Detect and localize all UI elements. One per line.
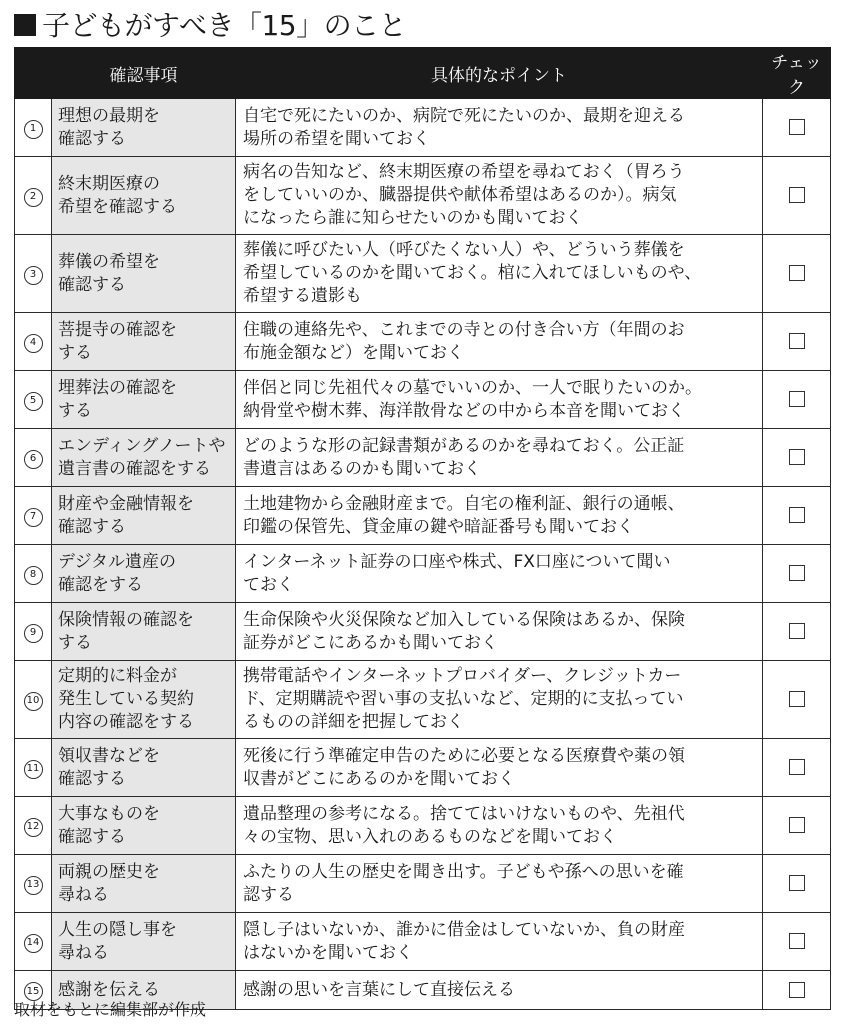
- specific-point: [236, 429, 763, 487]
- row-number-label: 10: [24, 692, 43, 711]
- row-number: [15, 603, 52, 661]
- check-cell: [763, 487, 831, 545]
- check-cell: [763, 313, 831, 371]
- specific-point: [236, 971, 763, 1010]
- row-number-label: 4: [24, 334, 43, 353]
- check-item: [52, 99, 236, 157]
- row-number: [15, 99, 52, 157]
- check-item: [52, 429, 236, 487]
- checkbox[interactable]: [789, 265, 805, 281]
- specific-point-line: ふたりの人生の歴史を聞き出す。子どもや孫への思いを確: [243, 861, 684, 882]
- check-item-line: 尋ねる: [58, 884, 109, 905]
- check-item-line: 尋ねる: [58, 942, 109, 963]
- check-item-line: 終末期医療の: [58, 173, 160, 194]
- specific-point-line: るものの詳細を把握しておく: [243, 712, 464, 732]
- row-number-label: 12: [24, 818, 43, 837]
- check-cell: [763, 429, 831, 487]
- specific-point-line: 葬儀に呼びたい人（呼びたくない人）や、どういう葬儀を: [243, 240, 685, 260]
- check-item: [52, 157, 236, 235]
- check-item-line: 確認する: [58, 274, 126, 295]
- check-item: [52, 313, 236, 371]
- check-cell: [763, 157, 831, 235]
- checkbox[interactable]: [789, 691, 805, 707]
- table-row: [15, 157, 831, 235]
- check-item: [52, 739, 236, 797]
- check-item: [52, 603, 236, 661]
- row-number-label: 11: [24, 760, 43, 779]
- source-note: 取材をもとに編集部が作成: [14, 1000, 207, 1019]
- row-number-label: 9: [24, 624, 43, 643]
- check-item-line: 確認する: [58, 826, 126, 847]
- checkbox[interactable]: [789, 623, 805, 639]
- checkbox[interactable]: [789, 875, 805, 891]
- check-item-line: 埋葬法の確認を: [58, 377, 177, 398]
- check-item-line: 財産や金融情報を: [58, 493, 194, 514]
- table-row: [15, 313, 831, 371]
- page-title: [14, 4, 406, 44]
- check-cell: [763, 661, 831, 739]
- checkbox[interactable]: [789, 187, 805, 203]
- header-check: チェック: [763, 48, 831, 99]
- specific-point-line: 感謝の思いを言葉にして直接伝える: [243, 979, 515, 1000]
- check-item-line: 両親の歴史を: [58, 861, 160, 882]
- check-cell: [763, 603, 831, 661]
- specific-point-line: をしていいのか、臓器提供や献体希望はあるのか）。病気: [243, 185, 677, 205]
- specific-point-line: はないかを聞いておく: [243, 942, 413, 963]
- title-text: 子どもがすべき「15」のこと: [42, 9, 407, 42]
- row-number: [15, 157, 52, 235]
- check-item-line: 領収書などを: [58, 745, 160, 766]
- row-number: [15, 235, 52, 313]
- check-item-line: 菩提寺の確認を: [58, 319, 177, 340]
- table-row: [15, 603, 831, 661]
- check-item-line: 確認をする: [58, 574, 143, 595]
- checkbox[interactable]: [789, 565, 805, 581]
- check-item: [52, 855, 236, 913]
- specific-point-line: 病名の告知など、終末期医療の希望を尋ねておく（胃ろう: [243, 162, 685, 182]
- specific-point-line: 隠し子はいないか、誰かに借金はしていないか、負の財産: [243, 919, 685, 940]
- check-cell: [763, 235, 831, 313]
- checkbox[interactable]: [789, 982, 805, 998]
- specific-point: [236, 797, 763, 855]
- header-point: 具体的なポイント: [236, 48, 763, 99]
- specific-point-line: 印鑑の保管先、貸金庫の鍵や暗証番号も聞いておく: [243, 516, 634, 537]
- specific-point: [236, 545, 763, 603]
- specific-point-line: 場所の希望を聞いておく: [243, 128, 430, 149]
- check-item-line: 確認する: [58, 768, 126, 789]
- header-item: 確認事項: [52, 48, 236, 99]
- specific-point-line: 死後に行う準確定申告のために必要となる医療費や薬の領: [243, 745, 685, 766]
- table-row: [15, 429, 831, 487]
- check-item-line: 内容の確認をする: [58, 712, 194, 732]
- specific-point: [236, 487, 763, 545]
- table-row: [15, 855, 831, 913]
- specific-point-line: 布施金額など）を聞いておく: [243, 342, 464, 363]
- check-item-line: 保険情報の確認を: [58, 609, 194, 630]
- check-item: [52, 487, 236, 545]
- check-item-line: 遺言書の確認をする: [58, 458, 211, 479]
- row-number: [15, 313, 52, 371]
- row-number: [15, 855, 52, 913]
- table-row: [15, 235, 831, 313]
- specific-point: [236, 99, 763, 157]
- check-item-line: 大事なものを: [58, 803, 160, 824]
- check-item-line: する: [58, 400, 92, 421]
- specific-point-line: 土地建物から金融財産まで。自宅の権利証、銀行の通帳、: [243, 493, 685, 514]
- specific-point: [236, 313, 763, 371]
- check-item: [52, 797, 236, 855]
- check-cell: [763, 739, 831, 797]
- row-number-label: 14: [24, 934, 43, 953]
- check-item-line: 希望を確認する: [58, 196, 177, 217]
- checkbox[interactable]: [789, 759, 805, 775]
- table-row: [15, 99, 831, 157]
- table-header-row: [15, 48, 831, 99]
- specific-point: [236, 913, 763, 971]
- check-cell: [763, 855, 831, 913]
- row-number: [15, 429, 52, 487]
- specific-point-line: 証券がどこにあるかも聞いておく: [243, 632, 498, 653]
- check-cell: [763, 545, 831, 603]
- check-cell: [763, 971, 831, 1010]
- row-number-label: 3: [24, 266, 43, 285]
- check-cell: [763, 99, 831, 157]
- specific-point: [236, 371, 763, 429]
- check-cell: [763, 371, 831, 429]
- check-cell: [763, 797, 831, 855]
- check-item-line: 感謝を伝える: [58, 979, 160, 1000]
- check-item: [52, 913, 236, 971]
- row-number: [15, 797, 52, 855]
- table-row: [15, 661, 831, 739]
- specific-point: [236, 661, 763, 739]
- row-number: [15, 545, 52, 603]
- checkbox[interactable]: [789, 119, 805, 135]
- table-row: [15, 545, 831, 603]
- row-number: [15, 371, 52, 429]
- specific-point-line: ておく: [243, 574, 294, 595]
- check-item-line: 確認する: [58, 516, 126, 537]
- check-item: [52, 545, 236, 603]
- specific-point-line: 認する: [243, 884, 294, 905]
- specific-point: [236, 855, 763, 913]
- check-item: [52, 371, 236, 429]
- table-row: [15, 797, 831, 855]
- check-item-line: する: [58, 632, 92, 653]
- table-row: [15, 487, 831, 545]
- specific-point-line: 携帯電話やインターネットプロバイダー、クレジットカー: [243, 666, 682, 686]
- checkbox[interactable]: [789, 817, 805, 833]
- check-item-line: 人生の隠し事を: [58, 919, 177, 940]
- checkbox[interactable]: [789, 507, 805, 523]
- specific-point: [236, 739, 763, 797]
- checkbox[interactable]: [789, 449, 805, 465]
- check-item: [52, 235, 236, 313]
- row-number-label: 8: [24, 566, 43, 585]
- check-item-line: 葬儀の希望を: [58, 251, 160, 272]
- specific-point-line: 住職の連絡先や、これまでの寺との付き合い方（年間のお: [243, 319, 685, 340]
- specific-point-line: 希望しているのかを聞いておく。棺に入れてほしいものや、: [243, 263, 702, 283]
- check-item-line: 定期的に料金が: [58, 666, 177, 686]
- row-number-label: 5: [24, 392, 43, 411]
- specific-point-line: どのような形の記録書類があるのかを尋ねておく。公正証: [243, 435, 685, 456]
- table-row: [15, 739, 831, 797]
- specific-point: [236, 235, 763, 313]
- specific-point-line: 書遺言はあるのかも聞いておく: [243, 458, 481, 479]
- specific-point-line: 遺品整理の参考になる。捨ててはいけないものや、先祖代: [243, 803, 685, 824]
- check-item-line: 理想の最期を: [58, 105, 160, 126]
- header-number: [15, 48, 52, 99]
- check-item-line: デジタル遺産の: [58, 551, 176, 572]
- row-number-label: 2: [24, 188, 43, 207]
- specific-point-line: 々の宝物、思い入れのあるものなどを聞いておく: [243, 826, 617, 847]
- table-row: [15, 913, 831, 971]
- table-row: [15, 371, 831, 429]
- specific-point: [236, 157, 763, 235]
- check-cell: [763, 913, 831, 971]
- specific-point-line: 納骨堂や樹木葬、海洋散骨などの中から本音を聞いておく: [243, 400, 685, 421]
- check-item: [52, 661, 236, 739]
- specific-point-line: 収書がどこにあるのかを聞いておく: [243, 768, 515, 789]
- check-item-line: 確認する: [58, 128, 126, 149]
- specific-point: [236, 603, 763, 661]
- specific-point-line: になったら誰に知らせたいのかも聞いておく: [243, 208, 583, 228]
- row-number-label: 6: [24, 450, 43, 469]
- checklist-table: [14, 47, 831, 1010]
- row-number: [15, 661, 52, 739]
- check-item-line: エンディングノートや: [58, 435, 226, 456]
- row-number-label: 1: [24, 120, 43, 139]
- checkbox[interactable]: [789, 933, 805, 949]
- check-item-line: する: [58, 342, 92, 363]
- row-number-label: 13: [24, 876, 43, 895]
- checkbox[interactable]: [789, 391, 805, 407]
- title-square-icon: [14, 14, 36, 36]
- row-number: [15, 739, 52, 797]
- specific-point-line: ド、定期購読や習い事の支払いなど、定期的に支払ってい: [243, 689, 684, 709]
- check-item-line: 発生している契約: [58, 689, 194, 709]
- row-number: [15, 487, 52, 545]
- row-number-label: 15: [24, 982, 43, 1001]
- specific-point-line: 生命保険や火災保険など加入している保険はあるか、保険: [243, 609, 685, 630]
- checkbox[interactable]: [789, 333, 805, 349]
- specific-point-line: 希望する遺影も: [243, 286, 362, 306]
- specific-point-line: 自宅で死にたいのか、病院で死にたいのか、最期を迎える: [243, 105, 685, 126]
- specific-point-line: 伴侶と同じ先祖代々の墓でいいのか、一人で眠りたいのか。: [243, 377, 702, 398]
- specific-point-line: インターネット証券の口座や株式、FX口座について聞い: [243, 551, 671, 572]
- row-number: [15, 913, 52, 971]
- row-number-label: 7: [24, 508, 43, 527]
